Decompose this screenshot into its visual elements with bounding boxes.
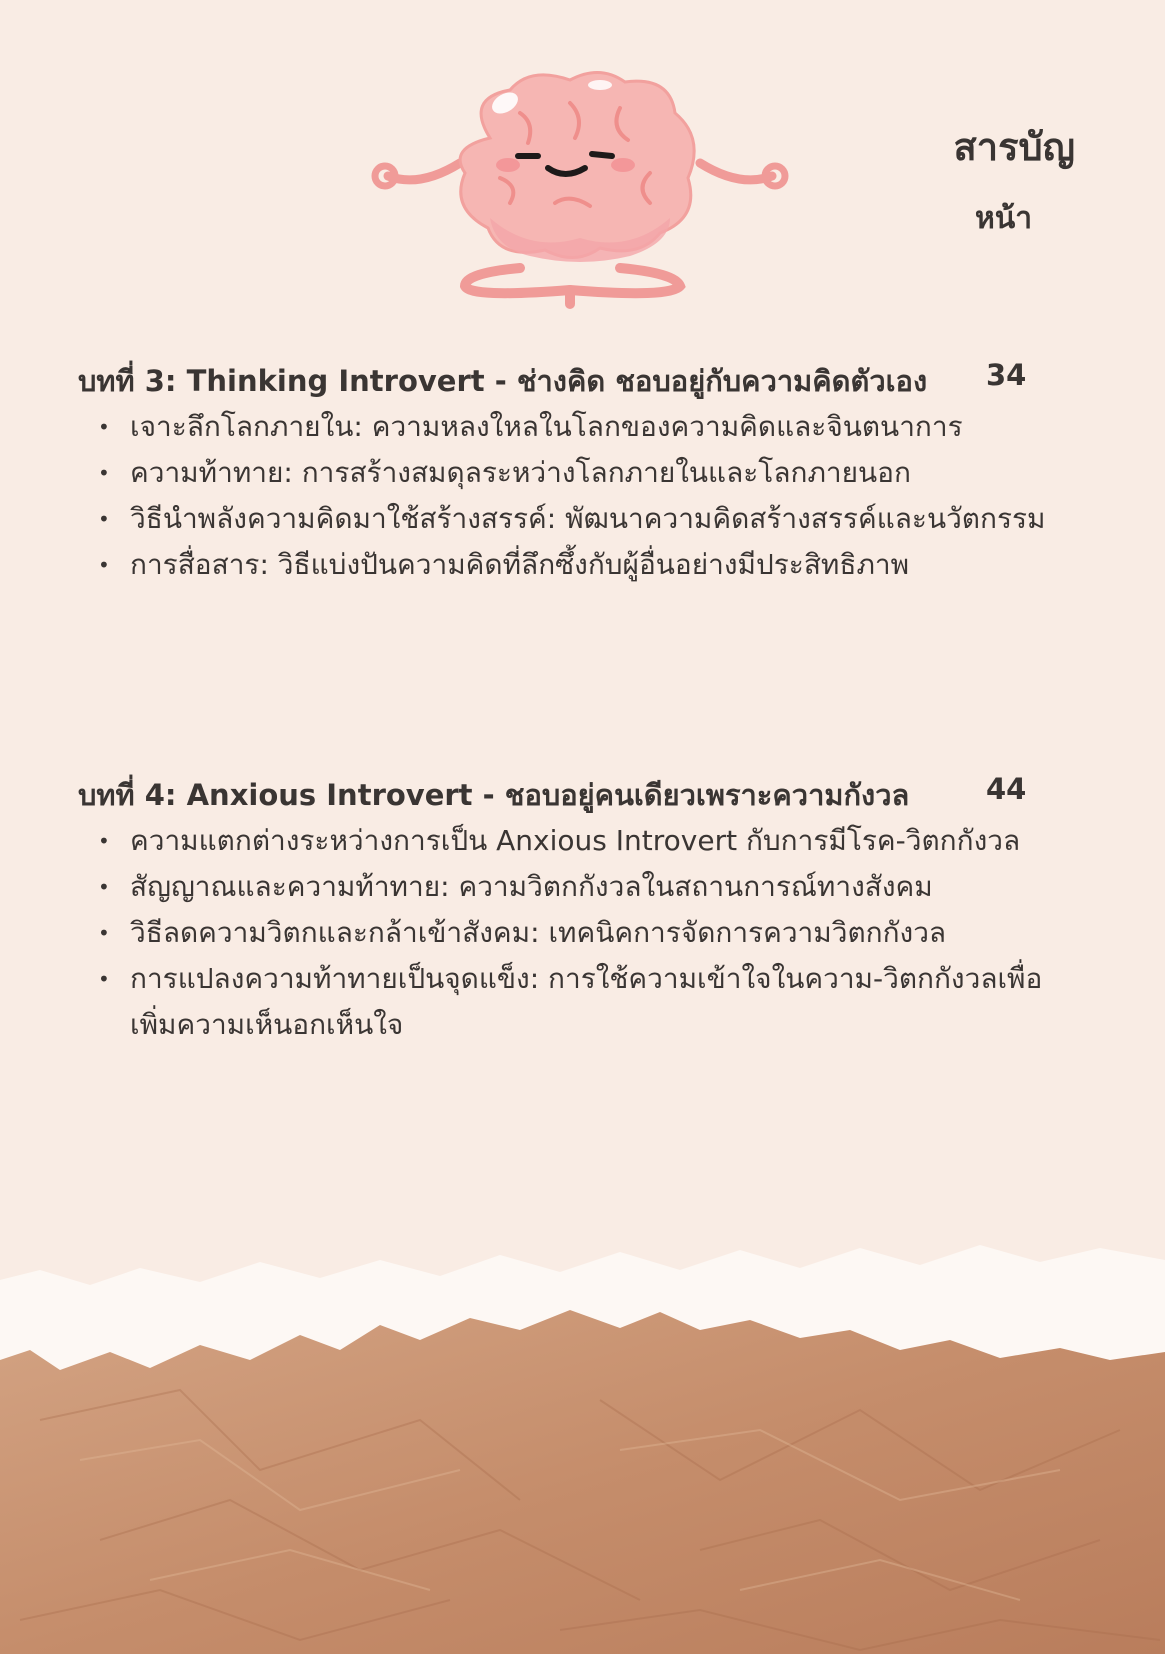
chapter-header (78, 358, 1078, 404)
list-item: • การสื่อสาร: วิธีแบ่งปันความคิดที่ลึกซึ้งกับผู้อื่นอย่างมีประสิทธิภาพ (78, 542, 1050, 588)
list-item: • วิธีลดความวิตกและกล้าเข้าสังคม: เทคนิคการจัดการความวิตกกังวล (78, 910, 1050, 956)
torn-paper-decoration (0, 1240, 1165, 1654)
chapter-items (78, 404, 1078, 588)
chapter-header (78, 772, 1078, 818)
page-column-label: หน้า (975, 201, 1033, 236)
toc-title: สารบัญ (953, 125, 1075, 169)
chapter-4-section (78, 772, 1078, 1048)
list-item: • วิธีนำพลังความคิดมาใช้สร้างสรรค์: พัฒนาความคิดสร้างสรรค์และนวัตกรรม (78, 496, 1050, 542)
list-item: • เจาะลึกโลกภายใน: ความหลงใหลในโลกของความคิดและจินตนาการ (78, 404, 1050, 450)
list-item: • สัญญาณและความท้าทาย: ความวิตกกังวลในสถานการณ์ทางสังคม (78, 864, 1050, 910)
chapter-page-number[interactable]: 34 (986, 358, 1027, 392)
chapter-title[interactable]: บทที่ 4: Anxious Introvert - ชอบอยู่คนเดียวเพราะความกังวล (78, 778, 910, 812)
chapter-page-number[interactable]: 44 (986, 772, 1027, 806)
chapter-3-section (78, 358, 1078, 588)
chapter-items (78, 818, 1078, 1048)
list-item: • การแปลงความท้าทายเป็นจุดแข็ง: การใช้ความเข้าใจในความ-วิตกกังวลเพื่อเพิ่มความเห็นอกเห็นใจ (78, 956, 1050, 1048)
chapter-title[interactable]: บทที่ 3: Thinking Introvert - ช่างคิด ชอบอยู่กับความคิดตัวเอง (78, 364, 928, 398)
meditating-brain-icon (370, 68, 790, 318)
list-item: • ความแตกต่างระหว่างการเป็น Anxious Introvert กับการมีโรค-วิตกกังวล (78, 818, 1050, 864)
list-item: • ความท้าทาย: การสร้างสมดุลระหว่างโลกภายในและโลกภายนอก (78, 450, 1050, 496)
